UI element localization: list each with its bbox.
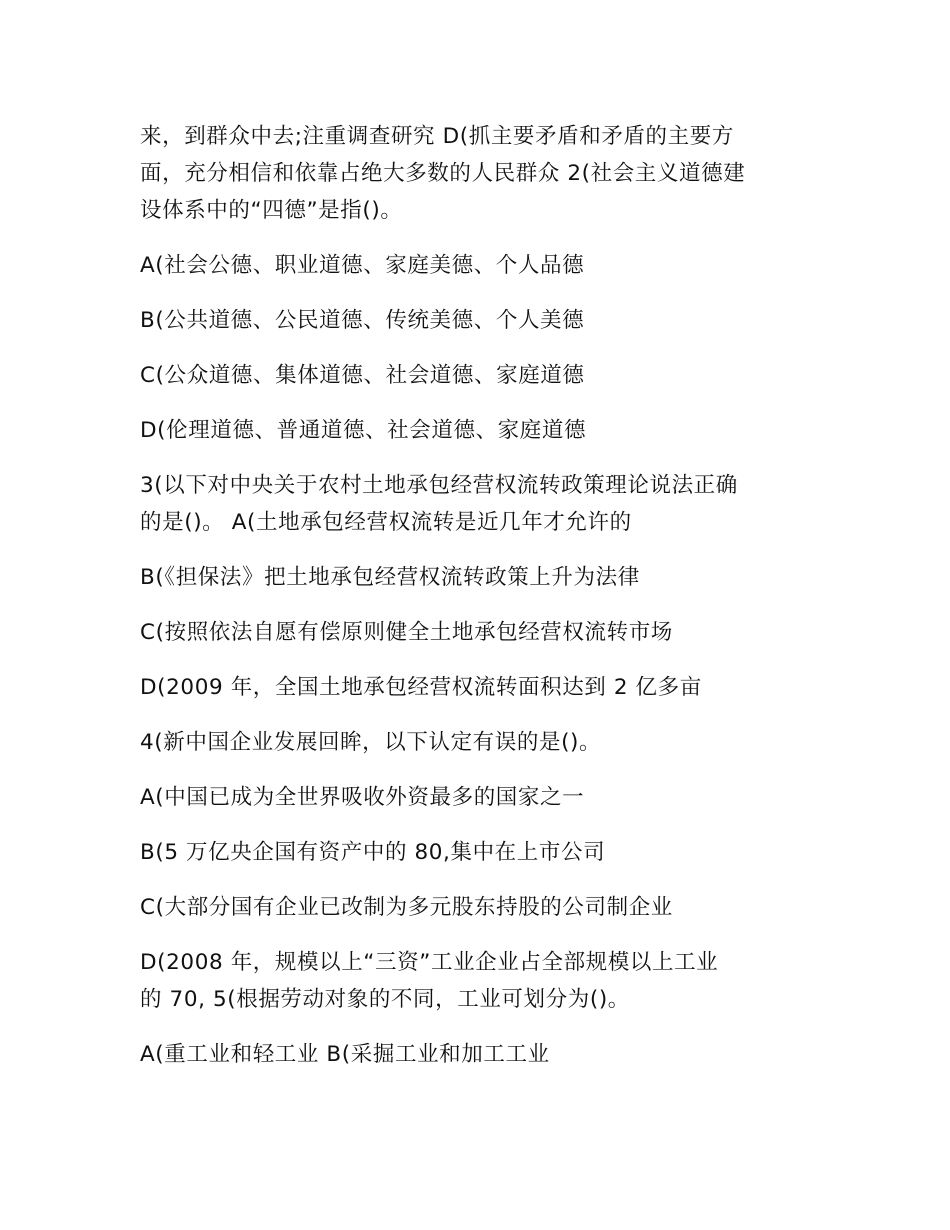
- text-line: 的是()。 A(土地承包经营权流转是近几年才允许的: [140, 510, 632, 535]
- document-body: [140, 118, 830, 1073]
- options-q5: [140, 1036, 830, 1073]
- option-c-q2: [140, 357, 830, 394]
- question-3: [140, 467, 830, 541]
- text-line: C(按照依法自愿有偿原则健全土地承包经营权流转市场: [140, 620, 673, 645]
- text-line: B(公共道德、公民道德、传统美德、个人美德: [140, 308, 585, 333]
- text-line: A(中国已成为全世界吸收外资最多的国家之一: [140, 785, 585, 810]
- text-line: D(2008 年，规模以上“三资”工业企业占全部规模以上工业: [140, 950, 719, 975]
- text-line: B(《担保法》把土地承包经营权流转政策上升为法律: [140, 565, 640, 590]
- text-line: 面，充分相信和依靠占绝大多数的人民群众 2(社会主义道德建: [140, 161, 746, 186]
- text-line: 来，到群众中去;注重调查研究 D(抓主要矛盾和矛盾的主要方: [140, 124, 734, 149]
- text-line: D(2009 年，全国土地承包经营权流转面积达到 2 亿多亩: [140, 675, 702, 700]
- option-d-q3: [140, 669, 830, 706]
- option-d-q4: [140, 944, 830, 1018]
- text-line: 设体系中的“四德”是指()。: [140, 198, 403, 223]
- text-line: 3(以下对中央关于农村土地承包经营权流转政策理论说法正确: [140, 473, 738, 498]
- text-line: C(公众道德、集体道德、社会道德、家庭道德: [140, 363, 585, 388]
- text-line: C(大部分国有企业已改制为多元股东持股的公司制企业: [140, 895, 673, 920]
- option-a-q2: [140, 247, 830, 284]
- option-b-q4: [140, 834, 830, 871]
- text-line: A(重工业和轻工业 B(采掘工业和加工工业: [140, 1042, 550, 1067]
- option-c-q4: [140, 889, 830, 926]
- paragraph-1: [140, 118, 830, 229]
- text-line: D(伦理道德、普通道德、社会道德、家庭道德: [140, 418, 587, 443]
- question-4: [140, 724, 830, 761]
- text-line: B(5 万亿央企国有资产中的 80,集中在上市公司: [140, 840, 606, 865]
- option-c-q3: [140, 614, 830, 651]
- text-line: A(社会公德、职业道德、家庭美德、个人品德: [140, 253, 585, 278]
- text-line: 4(新中国企业发展回眸，以下认定有误的是()。: [140, 730, 602, 755]
- text-line: 的 70, 5(根据劳动对象的不同，工业可划分为()。: [140, 987, 630, 1012]
- option-d-q2: [140, 412, 830, 449]
- option-a-q4: [140, 779, 830, 816]
- option-b-q3: [140, 559, 830, 596]
- option-b-q2: [140, 302, 830, 339]
